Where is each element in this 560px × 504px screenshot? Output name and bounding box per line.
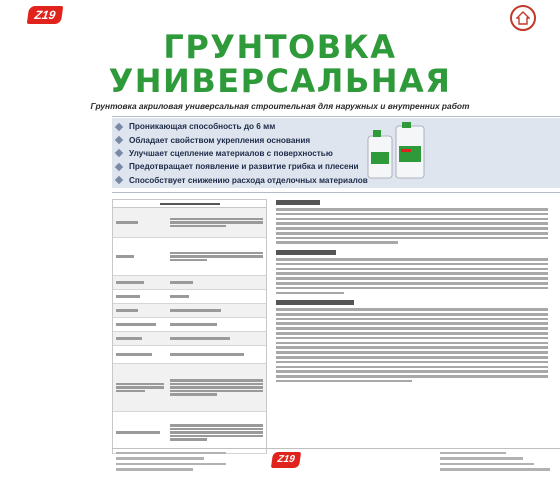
page-title-line2: УНИВЕРСАЛЬНАЯ [108,62,452,100]
divider-top [112,116,560,117]
feature-item [116,160,368,173]
application-block [276,250,548,294]
spec-table [112,199,267,454]
diamond-bullet-icon [115,176,123,184]
feature-text: Предотвращает появление и развитие грибка и плесени [129,162,359,172]
feature-item [116,120,368,133]
diamond-bullet-icon [115,163,123,171]
table-row [113,238,266,276]
product-image [366,122,428,182]
recommendations-block [276,300,548,382]
house-icon [516,11,530,25]
feature-text: Способствует снижению расхода отделочных материалов [129,175,368,185]
table-row [113,304,266,318]
footer-certification [440,452,550,474]
feature-item [116,147,368,160]
canister-icon [366,122,428,182]
footer-contacts [116,452,226,474]
diamond-bullet-icon [115,122,123,130]
feature-text: Проникающая способность до 6 мм [129,122,276,132]
feature-text: Улучшает сцепление материалов с поверхностью [129,148,333,158]
table-row [113,276,266,290]
description-block [276,200,548,244]
feature-list [116,120,368,187]
table-row [113,318,266,332]
table-row [113,346,266,364]
diamond-bullet-icon [115,136,123,144]
feature-text: Обладает свойством укрепления основания [129,135,311,145]
divider-features [112,192,560,193]
table-row [113,290,266,304]
brand-logo: Z19 [27,6,64,24]
description-column [276,200,548,388]
footer-logo: Z19 [271,452,301,468]
table-row [113,332,266,346]
diamond-bullet-icon [115,149,123,157]
page-subtitle: Грунтовка акриловая универсальная строительная для наружных и внутренних работ [90,101,470,111]
feature-item [116,174,368,187]
table-row [113,208,266,238]
footer-divider [112,448,560,449]
feature-item [116,133,368,146]
spec-table-header [113,199,266,208]
page-title-line1: ГРУНТОВКА [163,28,397,66]
table-row [113,364,266,412]
